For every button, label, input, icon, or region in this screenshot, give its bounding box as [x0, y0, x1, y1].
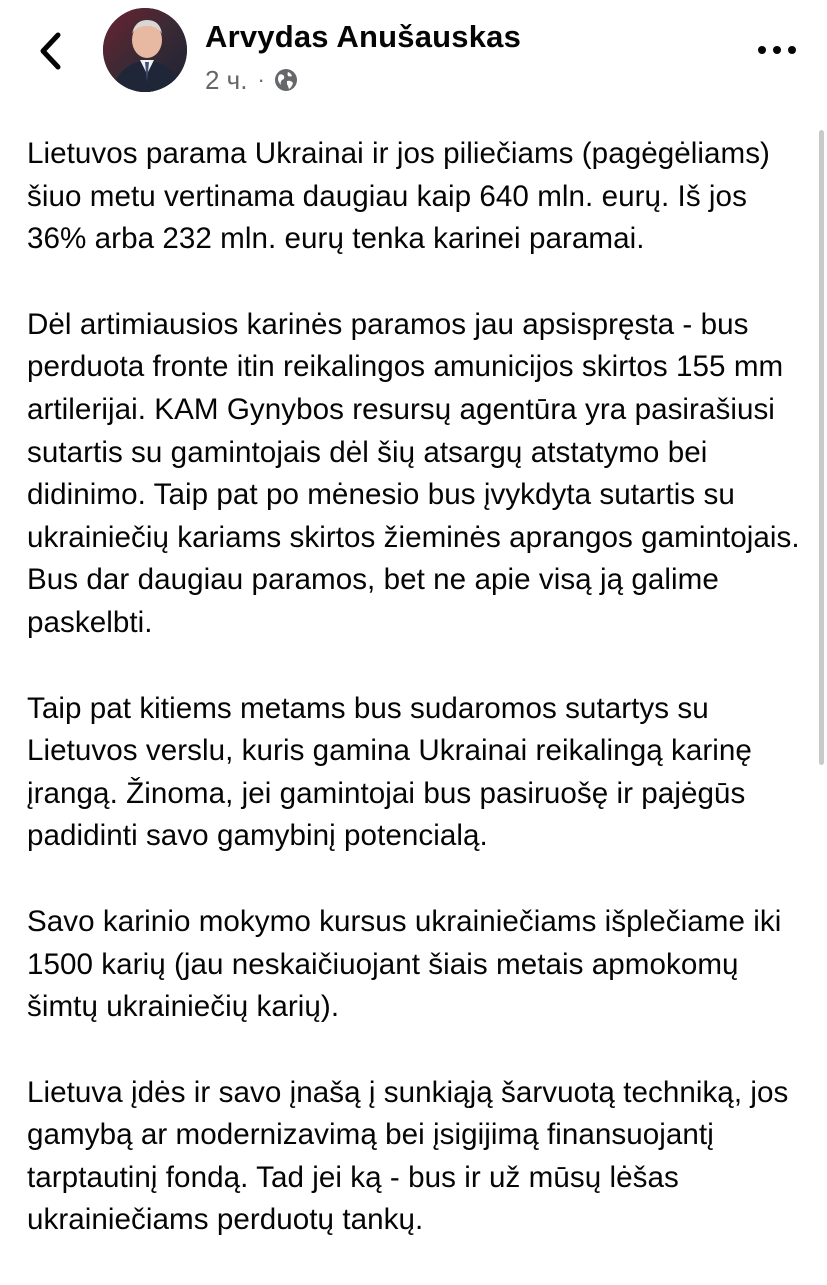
post-time[interactable]: 2 ч.	[205, 64, 248, 95]
avatar-photo	[103, 8, 187, 92]
post-paragraph: Lietuva įdės ir savo įnašą į sunkiąją šarvuotą techniką, jos gamybą ar modernizavimą bei įsigijimą finansuojantį tarptautinį fondą. Tad jei ką - bus ir už mūsų lėšas ukrainiečiams perduotų tankų.	[27, 1075, 789, 1237]
ellipsis-icon	[757, 45, 797, 55]
post-text	[27, 133, 813, 1285]
post-meta	[205, 64, 299, 96]
back-button[interactable]	[30, 28, 70, 74]
chevron-left-icon	[37, 31, 63, 71]
post-paragraph: Dėl artimiausios karinės paramos jau apsispręsta - bus perduota fronte itin reikalingos amunicijos skirtos 155 mm artilerijai. KAM Gynybos resursų agentūra yra pasirašiusi sutartis su gamintojais dėl šių atsargų atstatymo bei didinimo. Taip pat po mėnesio bus įvykdyta sutartis su ukrainiečių kariams skirtos žieminės aprangos gamintojais. Bus dar daugiau paramos, bet ne apie visą ją galime paskelbti.	[27, 307, 800, 639]
more-options-button[interactable]	[752, 30, 802, 70]
meta-separator: ·	[257, 67, 265, 92]
post-paragraph: Lietuvos parama Ukrainai ir jos piliečiams (pagėgėliams) šiuo metu vertinama daugiau kaip 640 mln. eurų. Iš jos 36% arba 232 mln. eurų tenka karinei paramai.	[27, 137, 770, 256]
post-paragraph: Savo karinio mokymo kursus ukrainiečiams išplečiame iki 1500 karių (jau neskaičiuojant šiais metais apmokomų šimtų ukrainiečių karių).	[27, 904, 782, 1024]
post-paragraph: Taip pat kitiems metams bus sudaromos sutartys su Lietuvos verslu, kuris gamina Ukrainai reikalingą karinę įrangą. Žinoma, jei gamintojai bus pasiruošę ir pajėgūs padidinti savo gamybinį potencialą.	[27, 691, 752, 853]
globe-icon[interactable]	[273, 67, 299, 93]
scrollbar[interactable]	[819, 130, 824, 765]
avatar[interactable]	[103, 8, 187, 92]
post-header	[0, 0, 827, 110]
author-name[interactable]: Arvydas Anušauskas	[205, 19, 522, 54]
